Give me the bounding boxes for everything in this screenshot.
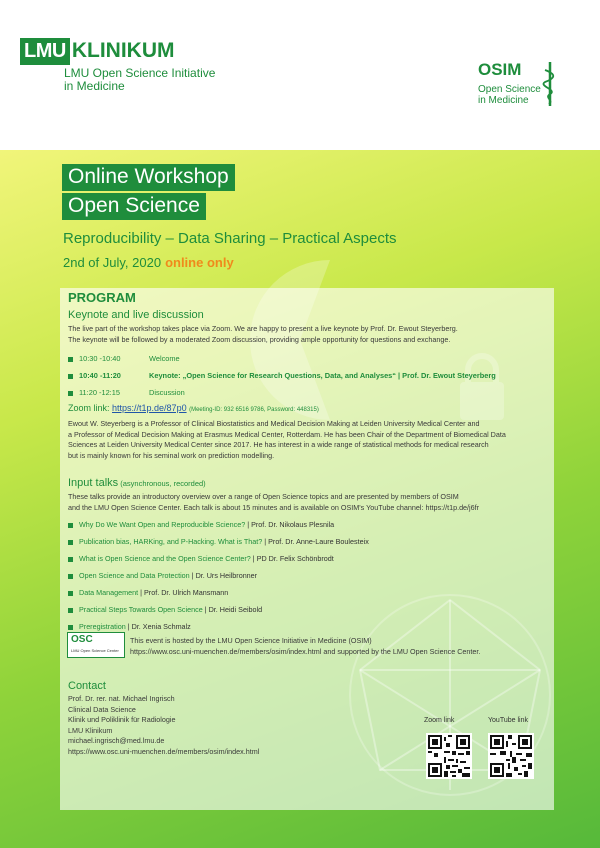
- zoom-link[interactable]: https://t1p.de/87p0: [112, 403, 187, 413]
- host-note: This event is hosted by the LMU Open Science Initiative in Medicine (OSIM) https://www.osc.uni-muenchen.de/members/osim/index.html and supported by the LMU Open Science Center.: [130, 636, 481, 656]
- schedule-row: 10:30 -10:40 Welcome: [68, 354, 180, 363]
- talk-item: Preregistration | Dr. Xenia Schmalz: [68, 622, 191, 631]
- title-line-open-science: Open Science: [62, 193, 206, 220]
- schedule-row: 10:40 -11:20 Keynote: „Open Science for Research Questions, Data, and Analyses“ | Prof. Dr. Ewout Steyerberg: [68, 371, 496, 380]
- talk-item: Data Management | Prof. Dr. Ulrich Mansmann: [68, 588, 228, 597]
- lmu-logo-box: LMU: [20, 38, 70, 65]
- osim-logo: [478, 60, 588, 106]
- osim-name: OSIM: [478, 60, 522, 79]
- title-line-online-workshop: Online Workshop: [62, 164, 235, 191]
- lmu-klinikum-logo: [20, 38, 215, 93]
- workshop-date: 2nd of July, 2020 online only: [63, 255, 234, 270]
- zoom-link-line: Zoom link: https://t1p.de/87p0 (Meeting-ID: 932 6516 9786, Password: 448315): [68, 403, 319, 413]
- osc-logo: OSC LMU Open Science Center: [67, 632, 125, 658]
- program-heading: PROGRAM: [68, 290, 136, 305]
- caduceus-icon: [540, 60, 560, 108]
- qr-code-icon: [428, 735, 470, 777]
- talk-item: Open Science and Data Protection | Dr. Urs Heilbronner: [68, 571, 257, 580]
- keynote-heading: Keynote and live discussion: [68, 309, 204, 321]
- zoom-qr-label: Zoom link: [424, 717, 455, 724]
- qr-code-icon: [490, 735, 532, 777]
- osim-subtitle: Open Science in Medicine: [478, 84, 541, 106]
- keynote-intro: The live part of the workshop takes place via Zoom. We are happy to present a live keynote by Prof. Dr. Ewout Steyerberg. The keynote will be followed by a moderated Zoom discussion, providing ample opportunity for questions and exchange.: [68, 324, 458, 344]
- talk-item: What is Open Science and the Open Science Center? | PD Dr. Felix Schönbrodt: [68, 554, 334, 563]
- talk-item: Practical Steps Towards Open Science | Dr. Heidi Seibold: [68, 605, 262, 614]
- klinikum-wordmark: KLINIKUM: [71, 39, 175, 62]
- talk-item: Why Do We Want Open and Reproducible Science? | Prof. Dr. Nikolaus Plesnila: [68, 520, 334, 529]
- lmu-subtitle: LMU Open Science Initiative in Medicine: [64, 66, 216, 93]
- online-only-badge: online only: [165, 255, 234, 270]
- contact-heading: Contact: [68, 680, 106, 692]
- input-talks-intro: These talks provide an introductory overview over a range of Open Science topics and are presented by members of OSIM and the LMU Open Science Center. Each talk is about 15 minutes and is available on OSIM's YouTube channel: https://t1p.de/j6fr: [68, 492, 480, 512]
- speaker-bio: Ewout W. Steyerberg is a Professor of Clinical Biostatistics and Medical Decision Making at Leiden University Medical Center and a Professor of Medical Decision Making at Erasmus Medical Center, Rotterdam. He has been Chair of the Department of Biomedical Data Sciences at Leiden University Medical Center since 2017. He has interest in a wide range of statistical methods for medical research but is mainly known for his seminal work on prediction modelling.: [68, 419, 506, 460]
- input-talks-heading: Input talks (asynchronous, recorded): [68, 477, 206, 489]
- youtube-qr-code[interactable]: [488, 733, 534, 779]
- talk-item: Publication bias, HARKing, and P-Hacking. What is That? | Prof. Dr. Anne-Laure Boulesteix: [68, 537, 369, 546]
- workshop-subtitle: Reproducibility – Data Sharing – Practical Aspects: [63, 230, 397, 247]
- zoom-qr-code[interactable]: [426, 733, 472, 779]
- contact-details: Prof. Dr. rer. nat. Michael Ingrisch Clinical Data Science Klinik und Poliklinik für Radiologie LMU Klinikum michael.ingrisch@med.lmu.de https://www.osc.uni-muenchen.de/members/osim/index.html: [68, 694, 260, 756]
- schedule-row: 11:20 -12:15 Discussion: [68, 388, 185, 397]
- youtube-qr-label: YouTube link: [488, 717, 528, 724]
